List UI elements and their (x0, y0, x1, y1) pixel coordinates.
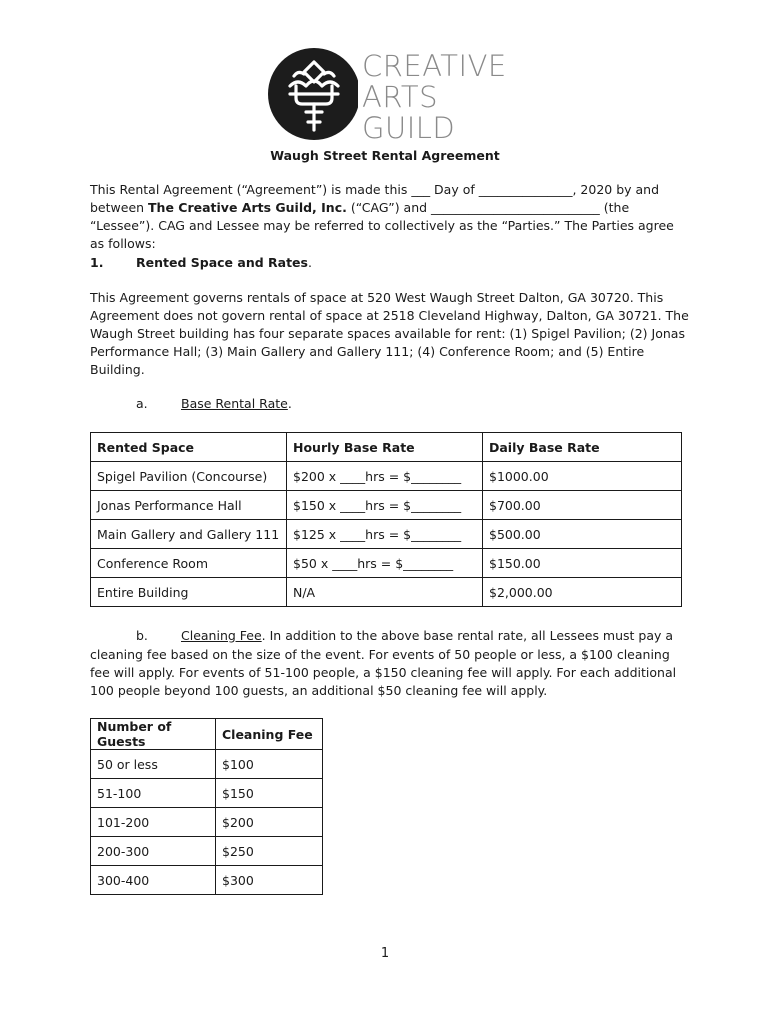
table-cell: $50 x ____hrs = $________ (287, 549, 483, 578)
table-cell: Main Gallery and Gallery 111 (91, 520, 287, 549)
table-header-row (91, 433, 682, 462)
logo-word-arts: ARTS (362, 80, 439, 114)
document-page: CREATIVE ARTS GUILD Waugh Street Rental Agreement This Rental Agreement (“Agreement”) is made this ___ Day of _______________, 2020 by and between The Creative Arts Guild, Inc. (“CAG”) and ___________________________ (the “Lessee”). CAG and Lessee may be referred to collectively as the “Parties.” The Parties agree as follows: 1. Rented Space and Rates. This Agreement governs rentals of space at 520 West Waugh Street Dalton, GA 30720. This Agreement does not govern rental of space at 2518 Cleveland Highway, Dalton, GA 30721. The Waugh Street building has four separate spaces available for rent: (1) Spigel Pavilion; (2) Jonas Performance Hall; (3) Main Gallery and Gallery 111; (4) Conference Room; and (5) Entire Building. a. Base Rental Rate. Rented Space Hourly Base Rate Daily Base Rate Spigel Pavilion (Concourse) $200 x ____hrs = $________ $1000.00 Jonas Performance Hall $150 x ____hrs = $________ $700.00 Main Gallery and Gallery 111 $125 x ____hrs = $________ $500.00 Conference Room $50 x ____hrs = $________ $150.00 Entire Building N/A $2,000.00 b. Cleaning Fee. In addition to the above base rental rate, all Lessees must pay a cleaning fee based on the size of the event. For events of 50 people or less, a $100 cleaning fee will apply. For events of 51-100 people, a $150 cleaning fee will apply. For each additional 100 people beyond 100 guests, an additional $50 cleaning fee will apply. Number of Guests Cleaning Fee 50 or less $100 51-100 $150 101-200 $200 200-300 $250 300-400 $300 1 (0, 0, 770, 1024)
table-row (91, 750, 323, 779)
table-row (91, 491, 682, 520)
subsection-letter: b. (136, 628, 148, 643)
column-header: Daily Base Rate (483, 433, 682, 462)
document-title: Waugh Street Rental Agreement (270, 148, 500, 163)
table-cell: 51-100 (91, 779, 216, 808)
section-title: Rented Space and Rates (136, 255, 308, 270)
table-cell: Jonas Performance Hall (91, 491, 287, 520)
table-cell: $500.00 (483, 520, 682, 549)
table-row (91, 779, 323, 808)
section-1-body: This Agreement governs rentals of space at 520 West Waugh Street Dalton, GA 30720. This Agreement does not govern rental of space at 2518 Cleveland Highway, Dalton, GA 30721. The Waugh Street building has four separate spaces available for rent: (1) Spigel Pavilion; (2) Jonas Performance Hall; (3) Main Gallery and Gallery 111; (4) Conference Room; and (5) Entire Building. (90, 290, 689, 377)
table-cell: $100 (216, 750, 323, 779)
table-cell: $150 (216, 779, 323, 808)
table-cell: $1000.00 (483, 462, 682, 491)
subsection-title: Cleaning Fee (181, 628, 262, 643)
table-cell: 300-400 (91, 866, 216, 895)
column-header: Cleaning Fee (216, 719, 323, 750)
subsection-b-first-line: . In addition to the above base rental rate, all Lessees must pay a (261, 628, 674, 643)
table-cell: $200 (216, 808, 323, 837)
logo-word-guild: GUILD (362, 111, 456, 145)
creative-arts-guild-logo (268, 46, 508, 145)
table-row (91, 462, 682, 491)
intro-text-part1: This Rental Agreement (“Agreement”) is made this ___ Day of _______________, 2020 by and between (90, 182, 660, 215)
table-cell: $250 (216, 837, 323, 866)
logo-word-creative: CREATIVE (362, 49, 507, 83)
table-cell: $150 x ____hrs = $________ (287, 491, 483, 520)
table-cell: $125 x ____hrs = $________ (287, 520, 483, 549)
table-cell: Spigel Pavilion (Concourse) (91, 462, 287, 491)
intro-text-part2: (“CAG”) and ___________________________ (the “Lessee”). CAG and Lessee may be referred to collectively as the “Parties.” The Parties agree as follows: (90, 200, 674, 251)
table-row (91, 520, 682, 549)
table-cell: $700.00 (483, 491, 682, 520)
table-cell: $150.00 (483, 549, 682, 578)
subsection-title: Base Rental Rate (181, 396, 288, 411)
table-row (91, 578, 682, 607)
page-number: 1 (380, 946, 390, 961)
column-header: Number of Guests (91, 719, 216, 750)
base-rental-rate-table (90, 432, 682, 607)
table-header-row (91, 719, 323, 750)
table-cell: $200 x ____hrs = $________ (287, 462, 483, 491)
intro-paragraph (90, 181, 690, 253)
table-row (91, 808, 323, 837)
cleaning-fee-paragraph: cleaning fee based on the size of the event. For events of 50 people or less, a $100 cleaning fee will apply. For events of 51-100 people, a $150 cleaning fee will apply. For each additional 100 people beyond 100 guests, an additional $50 cleaning fee will apply. (90, 647, 677, 698)
section-number: 1. (90, 255, 104, 270)
column-header: Hourly Base Rate (287, 433, 483, 462)
cleaning-fee-table (90, 718, 323, 895)
table-row (91, 549, 682, 578)
table-cell: $300 (216, 866, 323, 895)
section-1-heading: 1. Rented Space and Rates. (90, 255, 312, 270)
subsection-letter: a. (136, 396, 148, 411)
table-cell: $2,000.00 (483, 578, 682, 607)
table-cell: 101-200 (91, 808, 216, 837)
table-row (91, 837, 323, 866)
table-cell: 200-300 (91, 837, 216, 866)
table-cell: N/A (287, 578, 483, 607)
table-cell: Entire Building (91, 578, 287, 607)
logo-emblem-icon (268, 46, 358, 142)
column-header: Rented Space (91, 433, 287, 462)
table-cell: Conference Room (91, 549, 287, 578)
table-cell: 50 or less (91, 750, 216, 779)
intro-party-name: The Creative Arts Guild, Inc. (148, 200, 347, 215)
table-row (91, 866, 323, 895)
